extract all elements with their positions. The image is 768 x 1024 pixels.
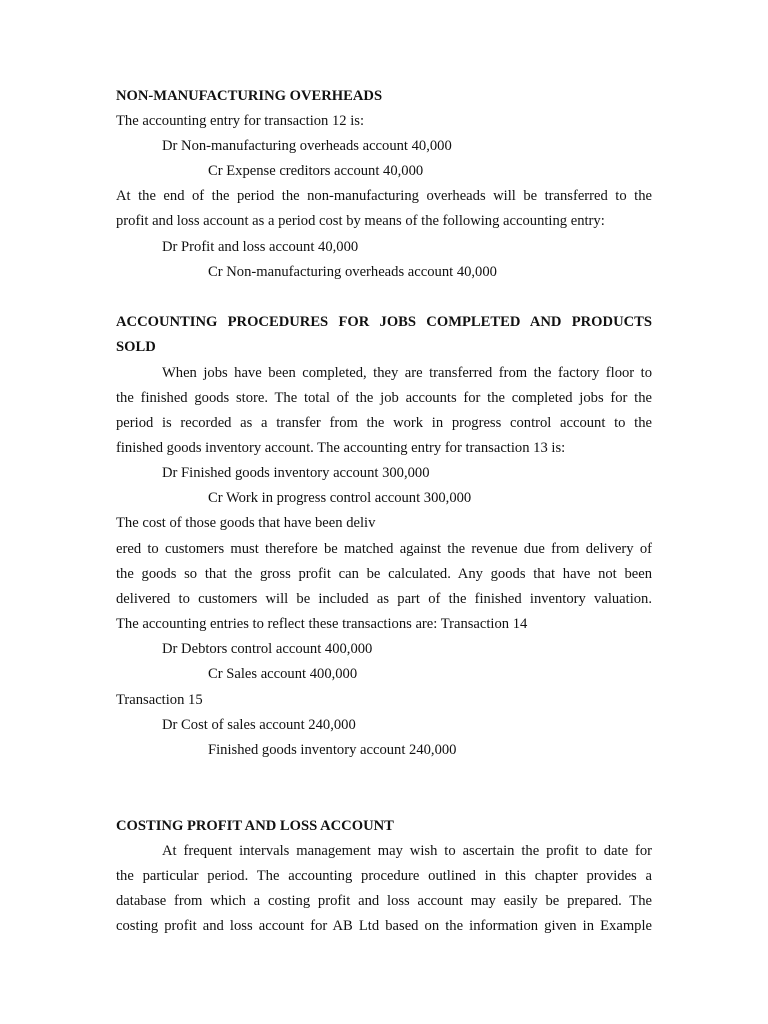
paragraph-line: The accounting entry for transaction 12 is: — [116, 113, 365, 129]
paragraph-line: When jobs have been completed, they are transferred from the factory floor to — [162, 365, 652, 381]
journal-entry-credit: Cr Non-manufacturing overheads account 40,000 — [208, 264, 497, 280]
journal-entry-credit: Cr Work in progress control account 300,000 — [208, 490, 472, 506]
paragraph-line: the finished goods store. The total of the job accounts for the completed jobs for the — [116, 390, 652, 406]
paragraph-line: the particular period. The accounting procedure outlined in this chapter provides a — [116, 868, 652, 884]
paragraph-line: The accounting entries to reflect these transactions are: Transaction 14 — [116, 616, 528, 632]
section-heading-accounting-procedures: ACCOUNTING PROCEDURES FOR JOBS COMPLETED AND PRODUCTS — [116, 314, 652, 330]
paragraph-line: The cost of those goods that have been deliv — [116, 515, 376, 531]
journal-entry-credit: Cr Expense creditors account 40,000 — [208, 163, 424, 179]
section-heading-accounting-procedures-cont: SOLD — [116, 339, 156, 355]
paragraph-line: ered to customers must therefore be matched against the revenue due from delivery of — [116, 541, 652, 557]
journal-entry-credit: Finished goods inventory account 240,000 — [208, 742, 457, 758]
section-heading-costing-profit-and-loss: COSTING PROFIT AND LOSS ACCOUNT — [116, 818, 394, 834]
journal-entry-debit: Dr Cost of sales account 240,000 — [162, 717, 356, 733]
journal-entry-credit: Cr Sales account 400,000 — [208, 666, 358, 682]
section-heading-non-manufacturing-overheads: NON-MANUFACTURING OVERHEADS — [116, 88, 383, 104]
paragraph-line: finished goods inventory account. The accounting entry for transaction 13 is: — [116, 440, 566, 456]
paragraph-line: costing profit and loss account for AB Ltd based on the information given in Example — [116, 918, 652, 934]
journal-entry-debit: Dr Finished goods inventory account 300,000 — [162, 465, 430, 481]
paragraph-line: delivered to customers will be included as part of the finished inventory valuation. — [116, 591, 652, 607]
transaction-label: Transaction 15 — [116, 692, 203, 708]
paragraph-line: At the end of the period the non-manufacturing overheads will be transferred to the — [116, 188, 652, 204]
journal-entry-debit: Dr Debtors control account 400,000 — [162, 641, 373, 657]
paragraph-line: the goods so that the gross profit can be calculated. Any goods that have not been — [116, 566, 652, 582]
paragraph-line: period is recorded as a transfer from the work in progress control account to the — [116, 415, 652, 431]
paragraph-line: profit and loss account as a period cost by means of the following accounting entry: — [116, 213, 605, 229]
journal-entry-debit: Dr Profit and loss account 40,000 — [162, 239, 359, 255]
paragraph-line: At frequent intervals management may wish to ascertain the profit to date for — [162, 843, 652, 859]
journal-entry-debit: Dr Non-manufacturing overheads account 40,000 — [162, 138, 452, 154]
paragraph-line: database from which a costing profit and loss account may easily be prepared. The — [116, 893, 652, 909]
